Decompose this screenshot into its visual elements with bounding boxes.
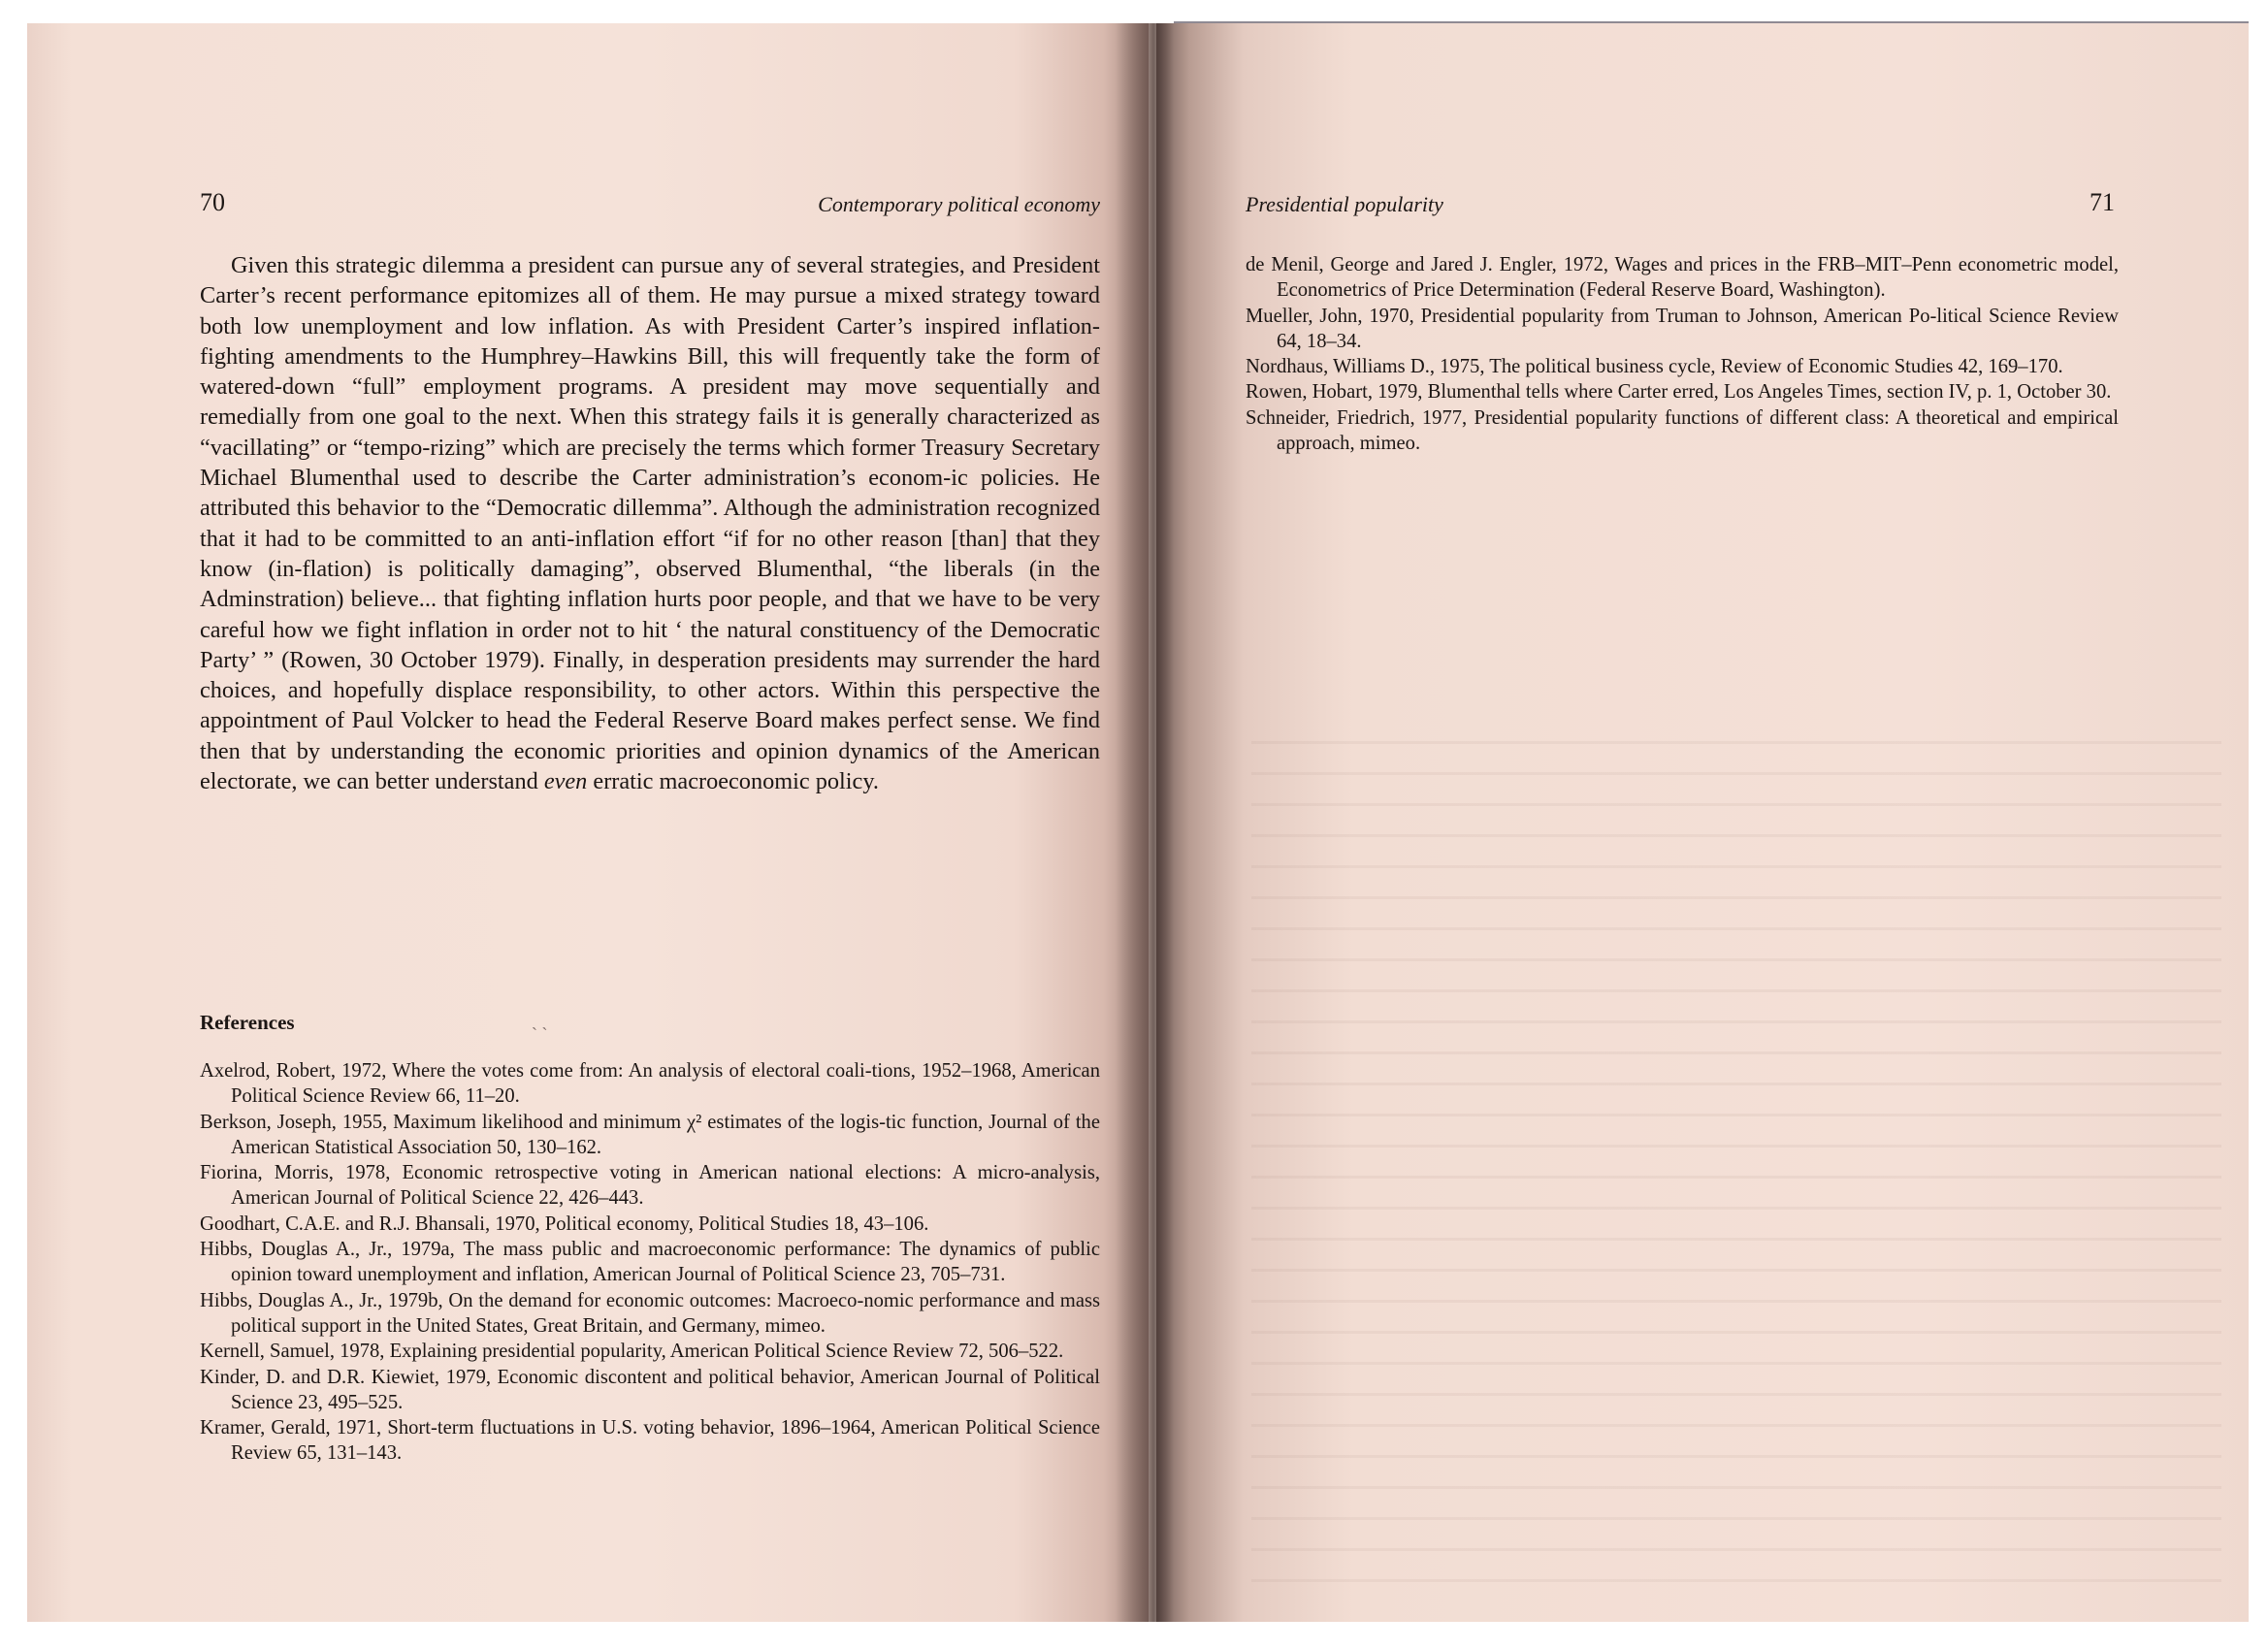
reference-entry: Schneider, Friedrich, 1977, Presidential popularity functions of different class: A theoretical and empirical approach, mimeo. (1246, 406, 2119, 455)
reference-entry: Goodhart, C.A.E. and R.J. Bhansali, 1970, Political economy, Political Studies 18, 43–106. (200, 1212, 929, 1235)
right-page (1156, 23, 2249, 1622)
reference-entry: Kinder, D. and D.R. Kiewiet, 1979, Economic discontent and political behavior, American Journal of Political Science 23, 495–525. (200, 1366, 1100, 1413)
reference-entry: Mueller, John, 1970, Presidential popularity from Truman to Johnson, American Po-litical Science Review 64, 18–34. (1246, 305, 2119, 352)
show-through-text (1251, 741, 2221, 1595)
reference-entry: Fiorina, Morris, 1978, Economic retrospective voting in American national elections: A micro-analysis, American Journal of Political Science 22, 426–443. (200, 1162, 1100, 1210)
reference-entry: Hibbs, Douglas A., Jr., 1979b, On the demand for economic outcomes: Macroeco-nomic performance and mass political support in the United States, Great Britain, and Germany, mimeo. (200, 1289, 1100, 1337)
reference-entry: Axelrod, Robert, 1972, Where the votes come from: An analysis of electoral coali-tions, 1952–1968, American Political Science Review 66, 11–20. (200, 1060, 1100, 1108)
body-text (200, 250, 1100, 796)
references-list-right (1246, 252, 2119, 456)
references-heading: References (200, 1011, 295, 1034)
body-paragraph-main: Given this strategic dilemma a president can pursue any of several strategies, and President Carter’s recent performance epitomizes all of them. He may pursue a mixed strategy toward both low unemployment and low inflation. As with President Carter’s inspired inflation-fighting amendments to the Humphrey–Hawkins Bill, this will frequently take the form of watered-down “full” employment programs. A president may move sequentially and remedially from one goal to the next. When this strategy fails it is generally characterized as “vacillating” or “tempo-rizing” which are precisely the terms which former Treasury Secretary Michael Blumenthal used to describe the Carter administration’s econom-ic policies. He attributed this behavior to the “Democratic dillemma”. Although the administration recognized that it had to be committed to an anti-inflation effort “if for no other reason [than] that they know (in-flation) is politically damaging”, observed Blumenthal, “the liberals (in the Adminstration) believe... that fighting inflation hurts poor people, and that we have to be very careful how we fight inflation in order not to hit ‘ the natural constituency of the Democratic Party’ ” (Rowen, 30 October 1979). Finally, in desperation presidents may surrender the hard choices, and hopefully displace responsibility, to other actors. Within this perspective the appointment of Paul Volcker to head the Federal Reserve Board makes perfect sense. We find then that by understanding the economic priorities and opinion dynamics of the American electorate, we can better understand (200, 252, 1100, 795)
running-title-left: Contemporary political economy (818, 192, 1100, 216)
reference-entry: Kernell, Samuel, 1978, Explaining presidential popularity, American Political Science Review 72, 506–522. (200, 1341, 1064, 1363)
body-emphasis: even (543, 768, 588, 795)
page-number-left: 70 (200, 188, 225, 216)
references-list-left (200, 1058, 1100, 1467)
ink-mark: ˏ ˏ (532, 1011, 548, 1030)
reference-entry: Nordhaus, Williams D., 1975, The political business cycle, Review of Economic Studies 42, 169–170. (1246, 356, 2063, 378)
reference-entry: Hibbs, Douglas A., Jr., 1979a, The mass public and macroeconomic performance: The dynamics of public opinion toward unemployment and inflation, American Journal of Political Science 23, 705–731. (200, 1239, 1100, 1286)
reference-entry: Kramer, Gerald, 1971, Short-term fluctuations in U.S. voting behavior, 1896–1964, American Political Science Review 65, 131–143. (200, 1417, 1100, 1465)
left-page (27, 23, 1149, 1622)
book-gutter-shadow (1116, 23, 1174, 1622)
reference-entry: Berkson, Joseph, 1955, Maximum likelihood and minimum χ² estimates of the logis-tic function, Journal of the American Statistical Association 50, 130–162. (200, 1111, 1100, 1158)
body-paragraph (200, 250, 1100, 796)
reference-entry: de Menil, George and Jared J. Engler, 1972, Wages and prices in the FRB–MIT–Penn econometric model, Econometrics of Price Determination (Federal Reserve Board, Washington). (1246, 254, 2119, 302)
body-paragraph-tail: erratic macroeconomic policy. (587, 768, 879, 795)
reference-entry: Rowen, Hobart, 1979, Blumenthal tells where Carter erred, Los Angeles Times, section IV, p. 1, October 30. (1246, 381, 2112, 404)
page-number-right: 71 (2090, 188, 2115, 216)
running-title-right: Presidential popularity (1246, 192, 1443, 216)
